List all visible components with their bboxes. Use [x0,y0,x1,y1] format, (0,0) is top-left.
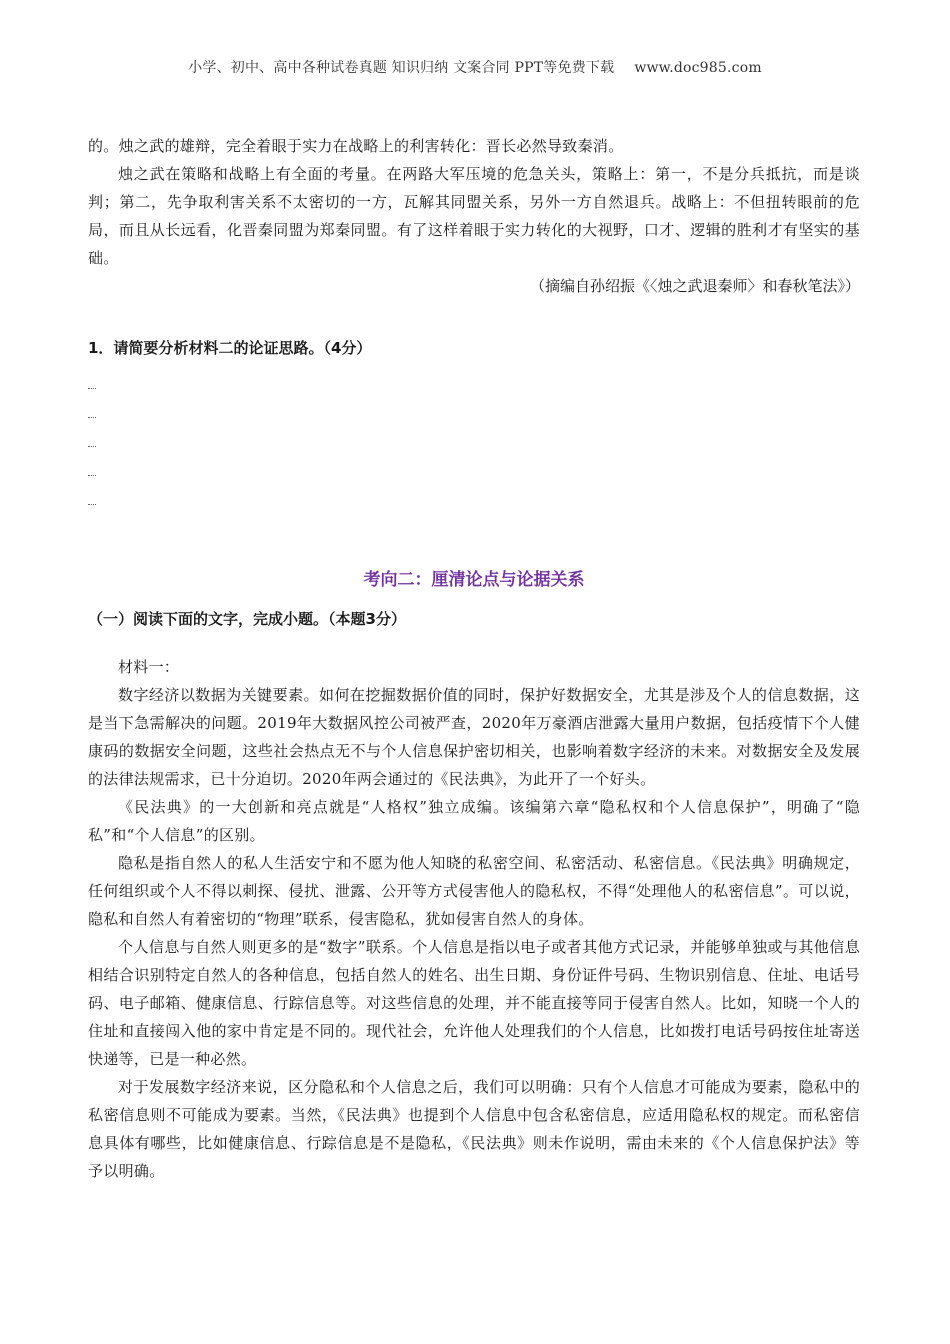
passage-paragraph: 烛之武在策略和战略上有全面的考量。在两路大军压境的危急关头，策略上：第一，不是分兵抵抗，而是谈判；第二，先争取利害关系不太密切的一方，瓦解其同盟关系，另外一方自然退兵。战略上：不但扭转眼前的危局，而且从长远看，化晋秦同盟为郑秦同盟。有了这样着眼于实力转化的大视野，口才、逻辑的胜利才有坚实的基础。 [88,165,860,267]
header-site-link[interactable]: www.doc985.com [634,60,762,76]
question-1: 1．请简要分析材料二的论证思路。（4分） [88,339,372,357]
answer-line[interactable] [88,428,860,457]
passage-paragraph: 的。烛之武的雄辩，完全着眼于实力在战略上的利害转化：晋长必然导致秦消。 [88,137,624,155]
document-body [88,132,860,1185]
header-text: 小学、初中、高中各种试卷真题 知识归纳 文案合同 PPT等免费下载 [188,60,615,76]
passage-source: （摘编自孙绍振《〈烛之武退秦师〉和春秋笔法》） [529,277,860,295]
section-title: 考向二：厘清论点与论据关系 [363,570,585,590]
material-paragraph: 个人信息与自然人则更多的是“数字”联系。个人信息是指以电子或者其他方式记录，并能够单独或与其他信息相结合识别特定自然人的各种信息，包括自然人的姓名、出生日期、身份证件号码、生物识别信息、住址、电话号码、电子邮箱、健康信息、行踪信息等。对这些信息的处理，并不能直接等同于侵害自然人。比如，知晓一个人的住址和直接闯入他的家中肯定是不同的。现代社会，允许他人处理我们的个人信息，比如拨打电话号码按住址寄送快递等，已是一种必然。 [88,938,860,1068]
material-paragraph: 数字经济以数据为关键要素。如何在挖掘数据价值的同时，保护好数据安全，尤其是涉及个人的信息数据，这是当下急需解决的问题。2019年大数据风控公司被严查，2020年万豪酒店泄露大量用户数据，包括疫情下个人健康码的数据安全问题，这些社会热点无不与个人信息保护密切相关，也影响着数字经济的未来。对数据安全及发展的法律法规需求，已十分迫切。2020年两会通过的《民法典》，为此开了一个好头。 [88,686,860,788]
material-paragraph: 《民法典》的一大创新和亮点就是“人格权”独立成编。该编第六章“隐私权和个人信息保护”，明确了“隐私”和“个人信息”的区别。 [88,798,860,844]
answer-line[interactable] [88,486,860,515]
answer-line[interactable] [88,370,860,399]
answer-line[interactable] [88,457,860,486]
answer-line[interactable] [88,399,860,428]
material-paragraph: 隐私是指自然人的私人生活安宁和不愿为他人知晓的私密空间、私密活动、私密信息。《民法典》明确规定，任何组织或个人不得以刺探、侵扰、泄露、公开等方式侵害他人的隐私权，不得“处理他人的私密信息”。可以说，隐私和自然人有着密切的“物理”联系，侵害隐私，犹如侵害自然人的身体。 [88,854,860,928]
material-paragraph: 对于发展数字经济来说，区分隐私和个人信息之后，我们可以明确：只有个人信息才可能成为要素，隐私中的私密信息则不可能成为要素。当然，《民法典》也提到个人信息中包含私密信息，应适用隐私权的规定。而私密信息具体有哪些，比如健康信息、行踪信息是不是隐私，《民法典》则未作说明，需由未来的《个人信息保护法》等予以明确。 [88,1078,860,1180]
page-header [0,57,950,77]
material-label: 材料一： [118,658,180,676]
answer-area[interactable] [88,370,860,515]
sub-title: （一）阅读下面的文字，完成小题。（本题3分） [88,610,406,628]
